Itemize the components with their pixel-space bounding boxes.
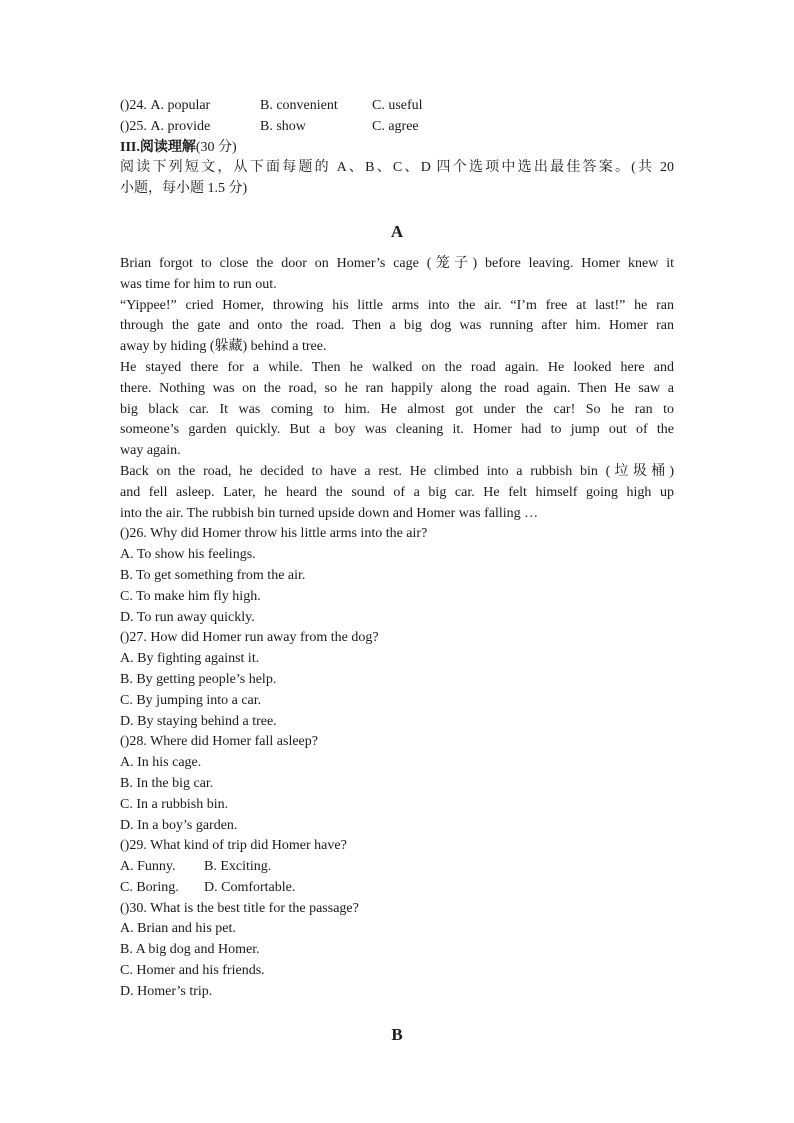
passage-line: Back on the road, he decided to have a rest. He climbed into a rubbish bin (垃圾桶): [120, 463, 674, 479]
question-28: [120, 732, 674, 836]
answer-option: A. In his cage.: [120, 755, 202, 771]
question-stem: ()28. Where did Homer fall asleep?: [120, 734, 318, 750]
question-29: [120, 836, 674, 898]
document-page: [120, 96, 674, 1057]
passage-line: way again.: [120, 443, 181, 459]
answer-option: C. To make him fly high.: [120, 588, 261, 604]
passage-line: big black car. It was coming to him. He almost got under the car! So he ran to: [120, 401, 674, 417]
passage-line: someone’s garden quickly. But a boy was cleaning it. Homer had to jump out of the: [120, 422, 674, 438]
passage-line: Brian forgot to close the door on Homer’s cage (笼子) before leaving. Homer knew it: [120, 255, 674, 271]
question-stem: ()30. What is the best title for the passage?: [120, 900, 359, 916]
question-stem: ()27. How did Homer run away from the dog?: [120, 630, 379, 646]
answer-option: B. In the big car.: [120, 775, 214, 791]
answer-option: A. By fighting against it.: [120, 651, 260, 667]
answer-option-row: [120, 857, 674, 878]
passage-line: He stayed there for a while. Then he walked on the road again. He looked here and: [120, 359, 674, 375]
section-3-heading: III.阅读理解(30 分): [120, 139, 237, 155]
passage-line: into the air. The rubbish bin turned upside down and Homer was falling …: [120, 505, 539, 521]
answer-option: D. In a boy’s garden.: [120, 817, 238, 833]
passage-line: was time for him to run out.: [120, 276, 277, 292]
passage-line: and fell asleep. Later, he heard the sound of a big car. He felt himself going high up: [120, 484, 674, 500]
q24-option-c: C. useful: [372, 98, 423, 113]
question-24-row: [120, 96, 674, 117]
passage-b-title: B: [391, 1024, 403, 1044]
answer-option: C. Homer and his friends.: [120, 963, 265, 979]
answer-option: B. A big dog and Homer.: [120, 942, 260, 958]
answer-option: A. To show his feelings.: [120, 547, 256, 563]
section-3-instruction-2: 小题，每小题 1.5 分): [120, 181, 248, 197]
answer-option: C. In a rubbish bin.: [120, 796, 229, 812]
passage-line: “Yippee!” cried Homer, throwing his little arms into the air. “I’m free at last!” he ran: [120, 297, 674, 313]
answer-option: C. Boring.: [120, 879, 179, 895]
question-27: [120, 628, 674, 732]
passage-line: there. Nothing was on the road, so he ran happily along the road again. Then He saw a: [120, 380, 674, 396]
passage-a-title: A: [390, 221, 404, 241]
answer-option: B. By getting people’s help.: [120, 671, 277, 687]
passage-line: through the gate and onto the road. Then a big dog was running after him. Homer ran: [120, 318, 674, 334]
answer-option-row: [120, 878, 674, 899]
passage-line: away by hiding (躲藏) behind a tree.: [120, 339, 327, 355]
q24-option-b: B. convenient: [260, 98, 338, 113]
question-stem: ()29. What kind of trip did Homer have?: [120, 838, 347, 854]
q24-option-a: ()24. A. popular: [120, 98, 211, 113]
answer-option: B. Exciting.: [204, 859, 272, 875]
answer-option: D. Comfortable.: [204, 879, 296, 895]
answer-option: D. Homer’s trip.: [120, 983, 213, 999]
answer-option: D. By staying behind a tree.: [120, 713, 277, 729]
answer-option: A. Funny.: [120, 859, 176, 875]
passage-a-body: [120, 254, 674, 524]
question-stem: ()26. Why did Homer throw his little arms into the air?: [120, 526, 428, 542]
answer-option: A. Brian and his pet.: [120, 921, 236, 937]
q25-option-c: C. agree: [372, 118, 419, 134]
q25-option-b: B. show: [260, 118, 306, 134]
question-26: [120, 524, 674, 628]
section-3-instruction-1: 阅读下列短文，从下面每题的 A、B、C、D 四个选项中选出最佳答案。(共 20: [120, 160, 674, 176]
q25-option-a: ()25. A. provide: [120, 118, 211, 134]
question-25-row: [120, 117, 674, 138]
answer-option: B. To get something from the air.: [120, 567, 306, 583]
answer-option: D. To run away quickly.: [120, 609, 255, 625]
question-30: [120, 899, 674, 1003]
answer-option: C. By jumping into a car.: [120, 692, 262, 708]
